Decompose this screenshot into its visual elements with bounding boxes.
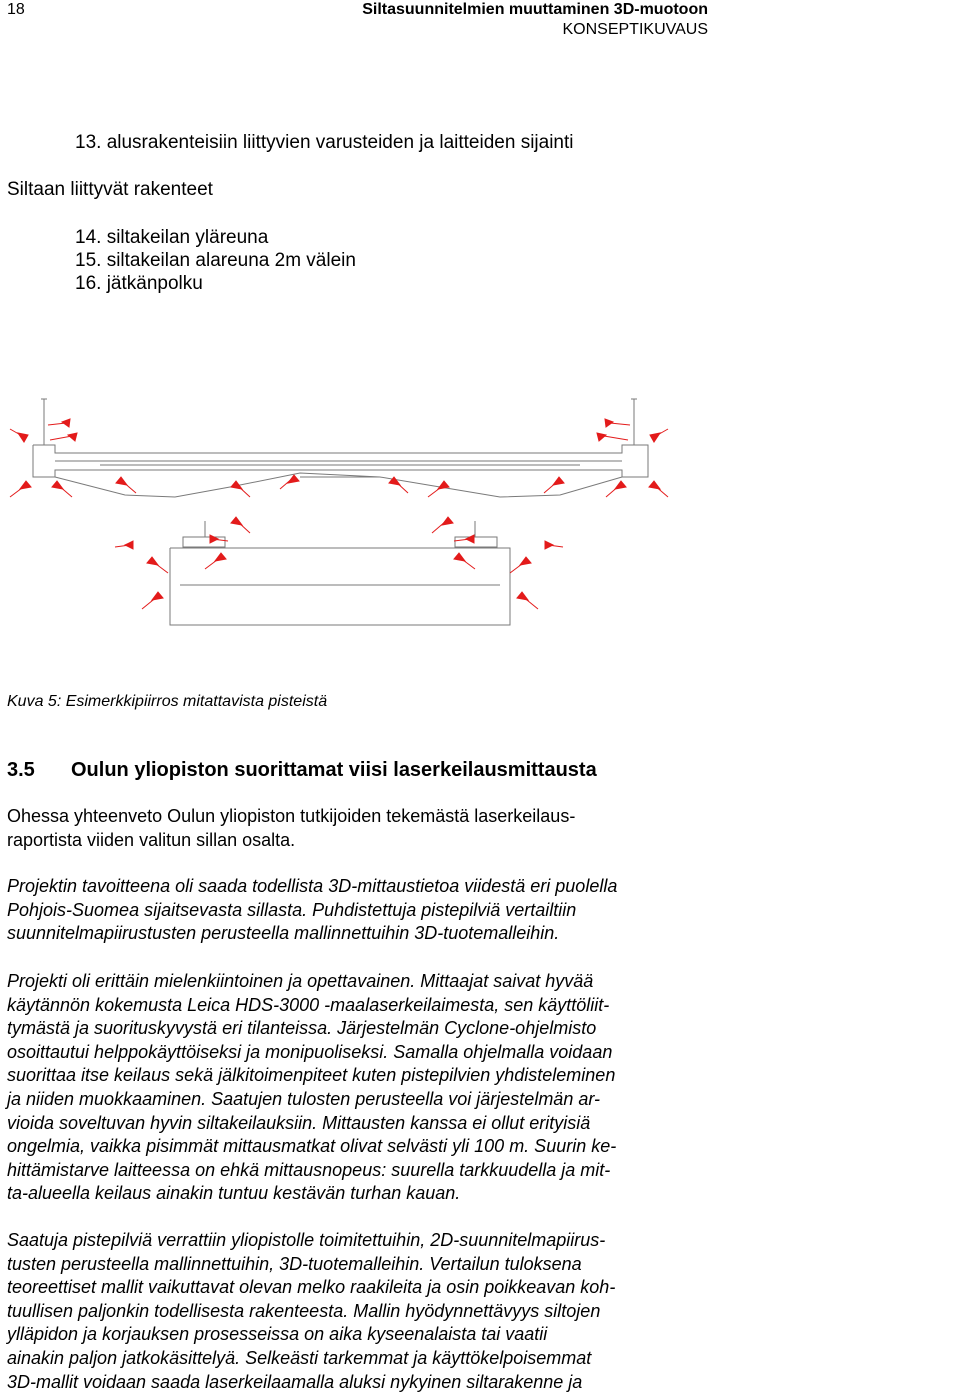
- section-title: Oulun yliopiston suorittamat viisi laserkeilausmittausta: [71, 759, 597, 781]
- text-line: ongelmia, vaikka pisimmät mittausmatkat olivat selvästi yli 100 m. Suurin ke-: [7, 1136, 617, 1157]
- section-number: 3.5: [7, 759, 35, 781]
- paragraph: [7, 970, 707, 1206]
- figure-caption: Kuva 5: Esimerkkipiirros mitattavista pisteistä: [7, 693, 328, 710]
- list-item: 16. jätkänpolku: [75, 273, 203, 294]
- paragraph: [7, 805, 707, 852]
- list-item: 13. alusrakenteisiin liittyvien varusteiden ja laitteiden sijainti: [75, 132, 574, 153]
- text-line: Ohessa yhteenveto Oulun yliopiston tutkijoiden tekemästä laserkeilaus-: [7, 806, 576, 826]
- document-subtitle: KONSEPTIKUVAUS: [562, 21, 708, 38]
- bridge-cross-section-drawing: [0, 385, 960, 635]
- section-heading: [7, 758, 597, 782]
- text-line: tusten perusteella mallinnettuihin, 3D-tuotemalleihin. Vertailun tuloksena: [7, 1253, 582, 1274]
- text-line: Projekti oli erittäin mielenkiintoinen ja opettavainen. Mittaajat saivat hyvää: [7, 971, 594, 991]
- text-line: vioida soveltuvan hyvin siltakeilauksiin. Mittausten kanssa ei ollut erityisiä: [7, 1112, 591, 1133]
- measure-markers: [10, 419, 668, 609]
- text-line: teoreettiset mallit vaikuttavat olevan melko raakileita ja osin poikkeavan koh-: [7, 1277, 616, 1298]
- list-item: 14. siltakeilan yläreuna: [75, 227, 269, 248]
- text-line: Pohjois-Suomea sijaitsevasta sillasta. Puhdistettuja pistepilviä vertailtiin: [7, 899, 577, 920]
- text-line: Projektin tavoitteena oli saada todellista 3D-mittaustietoa viidestä eri puolella: [7, 876, 618, 896]
- text-line: ja niiden muokkaaminen. Saatujen tulosten perusteella voi järjestelmän ar-: [7, 1088, 601, 1109]
- bridge-structure: [33, 399, 648, 625]
- subheading: Siltaan liittyvät rakenteet: [7, 179, 213, 200]
- document-title: Siltasuunnitelmien muuttaminen 3D-muotoon: [362, 1, 708, 18]
- text-line: suunnitelmapiirustusten perusteella mallinnettuihin 3D-tuotemalleihin.: [7, 923, 560, 944]
- text-line: Saatuja pistepilviä verrattiin yliopistolle toimitettuihin, 2D-suunnitelmapiirus-: [7, 1230, 606, 1250]
- text-line: tuullisen paljonkin todellisesta rakenteesta. Mallin hyödynnettävyys siltojen: [7, 1300, 601, 1321]
- paragraph: [7, 875, 707, 946]
- page-number: 18: [7, 1, 25, 18]
- text-line: käytännön kokemusta Leica HDS-3000 -maalaserkeilaimesta, sen käyttöliit-: [7, 994, 610, 1015]
- text-line: raportista viiden valitun sillan osalta.: [7, 829, 296, 850]
- text-line: tymästä ja suorituskyvystä eri tilanteissa. Järjestelmän Cyclone-ohjelmisto: [7, 1018, 597, 1039]
- text-line: ta-alueella keilaus ainakin tuntuu kestävän turhan kauan.: [7, 1183, 461, 1204]
- text-line: osoittautui helppokäyttöiseksi ja monipuoliseksi. Samalla ohjelmalla voidaan: [7, 1041, 613, 1062]
- text-line: ainakin paljon jatkokäsittelyä. Selkeästi tarkemmat ja käyttökelpoisemmat: [7, 1347, 592, 1368]
- text-line: suorittaa itse keilaus sekä jälkitoimenpiteet kuten pistepilvien yhdisteleminen: [7, 1065, 616, 1086]
- text-line: 3D-mallit voidaan saada laserkeilaamalla aluksi nykyinen siltarakenne ja: [7, 1371, 583, 1392]
- text-line: ylläpidon ja korjauksen prosesseissa on aika kyseenalaista tai vaatii: [7, 1324, 548, 1345]
- list-item: 15. siltakeilan alareuna 2m välein: [75, 250, 356, 271]
- text-line: hittämistarve laitteessa on ehkä mittausnopeus: suurella tarkkuudella ja mit-: [7, 1159, 611, 1180]
- paragraph: [7, 1229, 707, 1394]
